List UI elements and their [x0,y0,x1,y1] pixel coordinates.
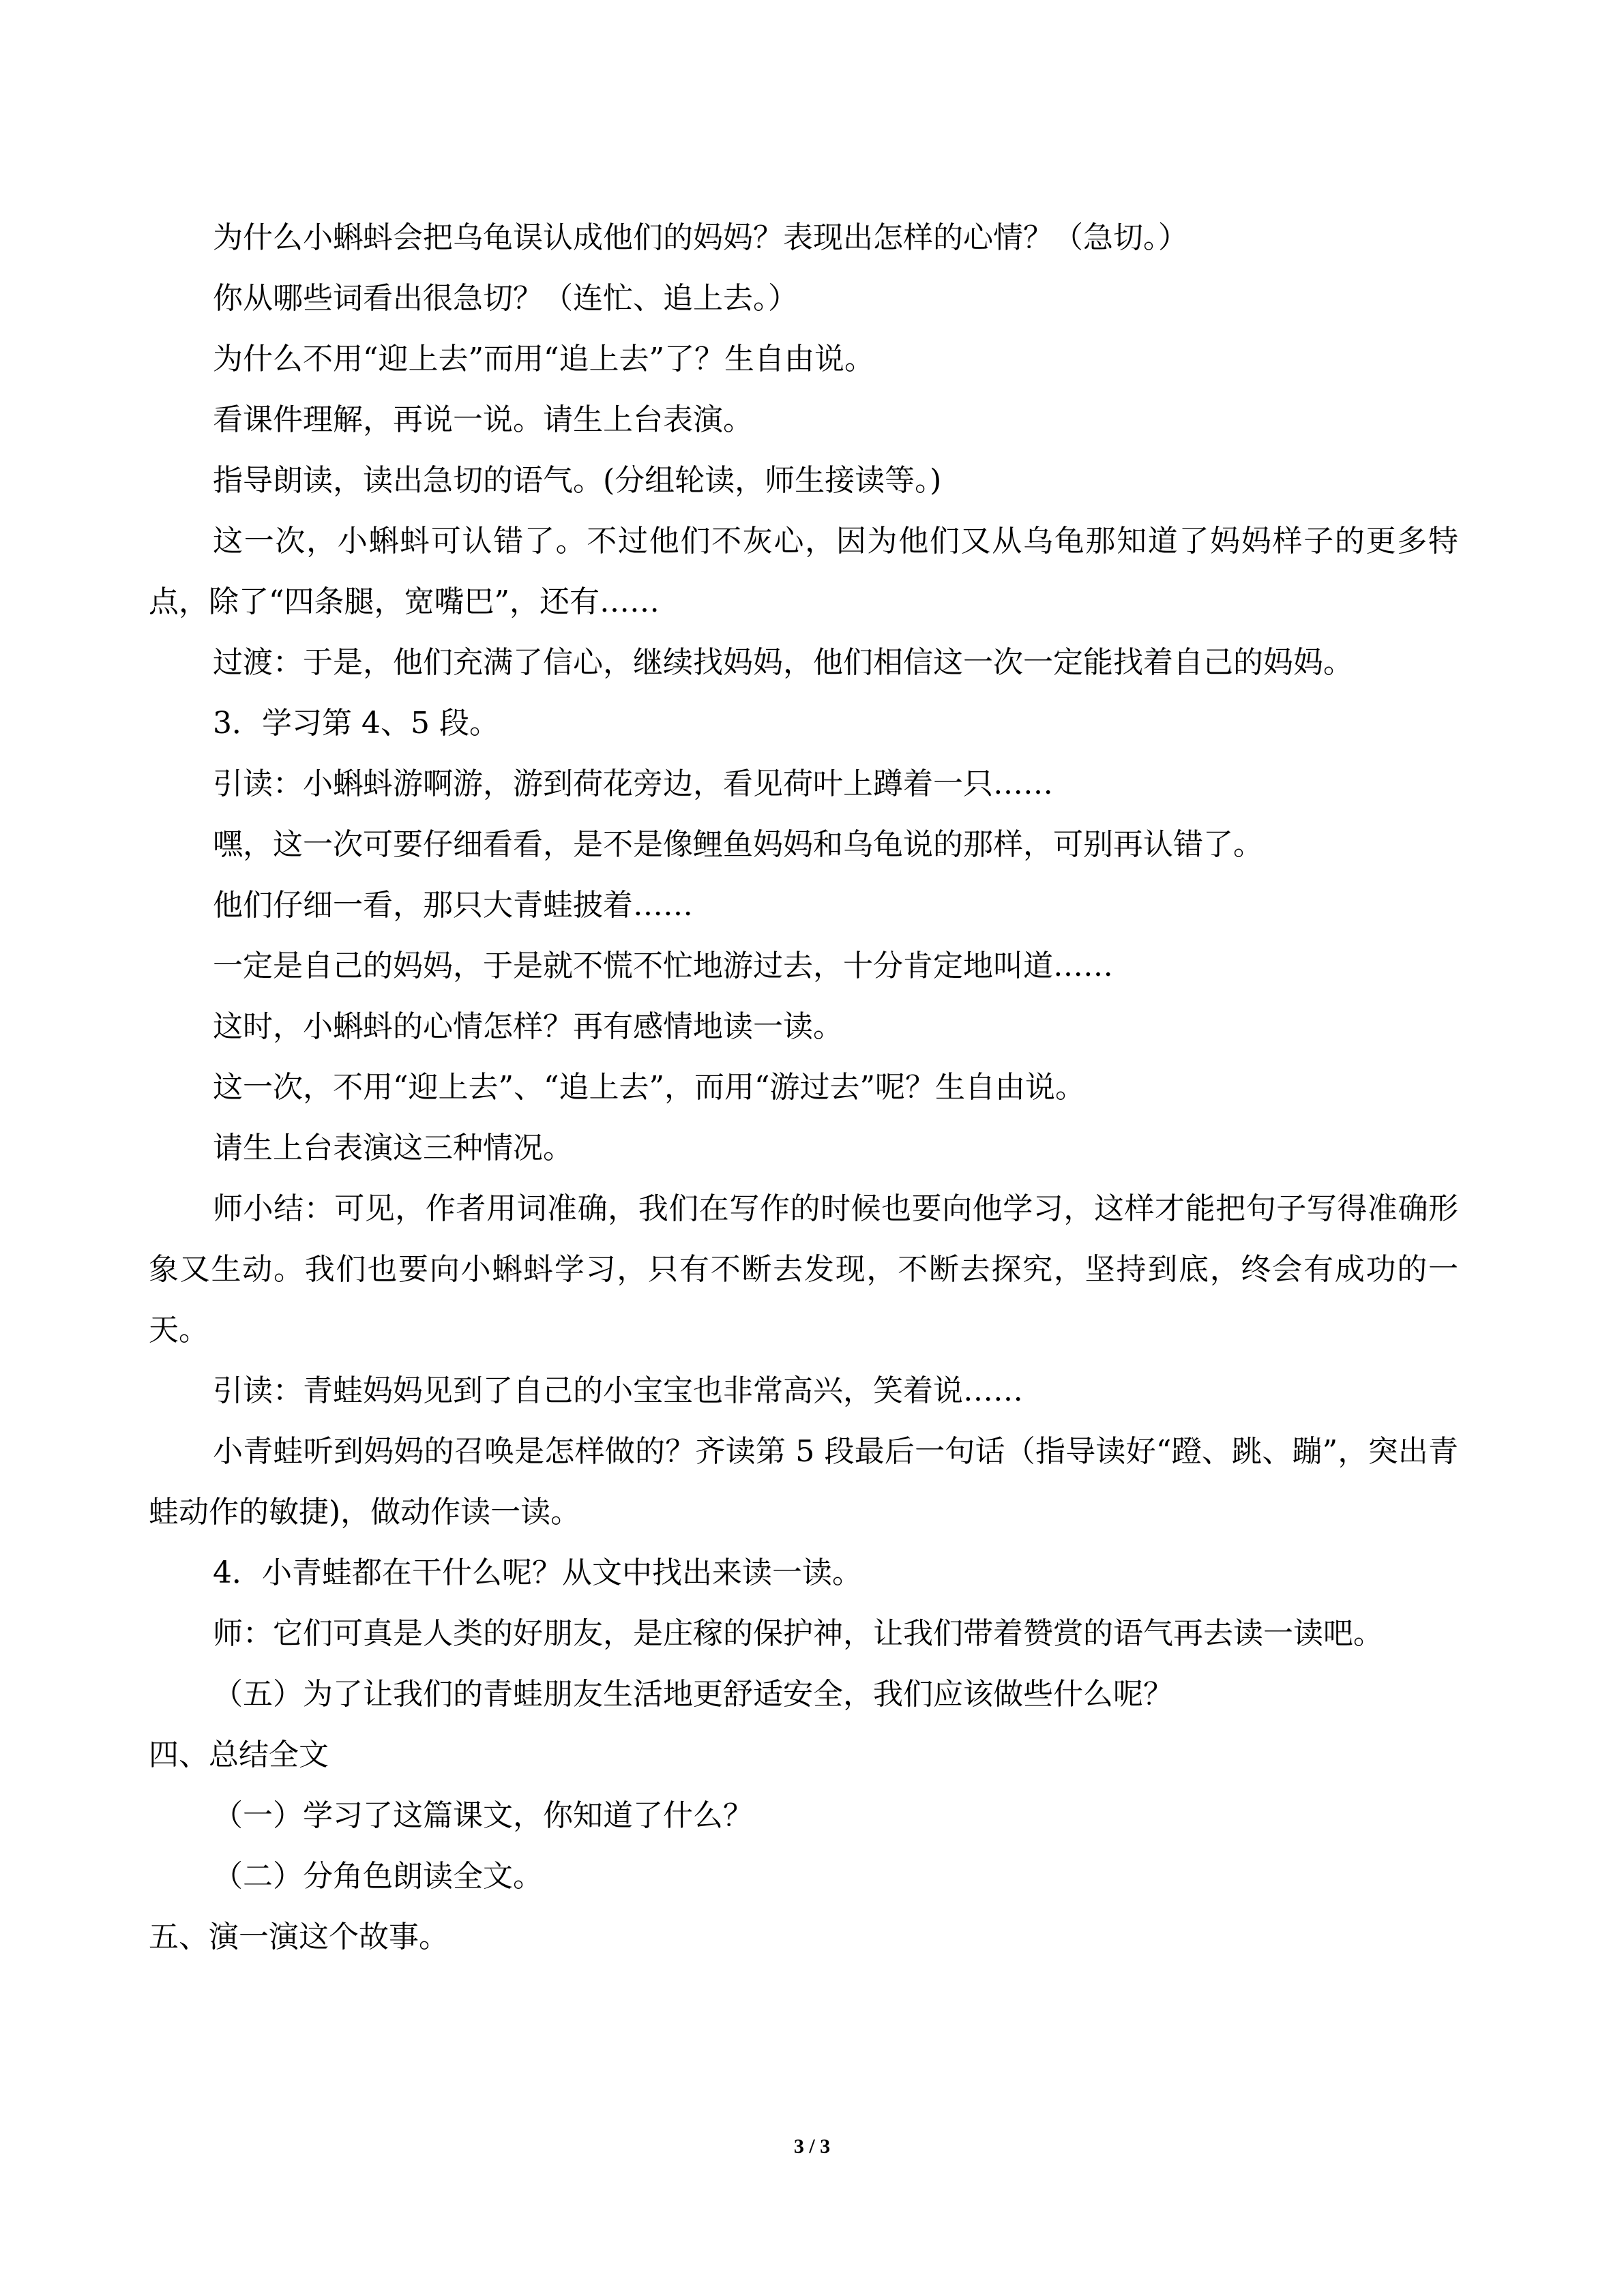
paragraph: 你从哪些词看出很急切？（连忙、追上去。） [213,281,798,316]
sub-item: （一）学习了这篇课文，你知道了什么？ [213,1798,753,1833]
paragraph: 嘿，这一次可要仔细看看，是不是像鲤鱼妈妈和乌龟说的那样，可别再认错了。 [213,827,1263,862]
section-heading: 五、演一演这个故事。 [149,1920,449,1954]
page-number: 3 / 3 [793,2135,831,2158]
paragraph: 请生上台表演这三种情况。 [213,1131,573,1165]
paragraph: 为什么不用“迎上去”而用“追上去”了？生自由说。 [213,342,874,376]
sub-item: （五）为了让我们的青蛙朋友生活地更舒适安全，我们应该做些什么呢？ [213,1677,1173,1712]
paragraph: 小青蛙听到妈妈的召唤是怎样做的？齐读第 5 段最后一句话（指导读好“蹬、跳、蹦”，突出青蛙动作的敏捷)，做动作读一读。 [149,1434,1458,1530]
paragraph: 一定是自己的妈妈，于是就不慌不忙地游过去，十分肯定地叫道…… [213,949,1113,983]
sub-item: （二）分角色朗读全文。 [213,1859,543,1894]
paragraph: 为什么小蝌蚪会把乌龟误认成他们的妈妈？表现出怎样的心情？（急切。） [213,220,1188,255]
paragraph: 引读：青蛙妈妈见到了自己的小宝宝也非常高兴，笑着说…… [213,1373,1023,1408]
section-heading: 四、总结全文 [149,1738,329,1772]
paragraph: 过渡：于是，他们充满了信心，继续找妈妈，他们相信这一次一定能找着自己的妈妈。 [213,645,1353,680]
paragraph: 这一次，不用“迎上去”、“追上去”，而用“游过去”呢？生自由说。 [213,1070,1085,1105]
numbered-item: 4．小青蛙都在干什么呢？从文中找出来读一读。 [213,1555,862,1590]
paragraph: 这一次，小蝌蚪可认错了。不过他们不灰心，因为他们又从乌龟那知道了妈妈样子的更多特点，除了“四条腿，宽嘴巴”，还有…… [149,524,1458,619]
paragraph: 师：它们可真是人类的好朋友，是庄稼的保护神，让我们带着赞赏的语气再去读一读吧。 [213,1616,1383,1651]
paragraph: 看课件理解，再说一说。请生上台表演。 [213,402,753,437]
numbered-item: 3．学习第 4、5 段。 [213,706,499,741]
paragraph: 师小结：可见，作者用词准确，我们在写作的时候也要向他学习，这样才能把句子写得准确形象又生动。我们也要向小蝌蚪学习，只有不断去发现，不断去探究，坚持到底，终会有成功的一天。 [149,1191,1458,1347]
document-body [149,207,1458,1967]
paragraph: 指导朗读，读出急切的语气。(分组轮读，师生接读等。) [213,463,942,498]
paragraph: 他们仔细一看，那只大青蛙披着…… [213,888,693,923]
paragraph: 引读：小蝌蚪游啊游，游到荷花旁边，看见荷叶上蹲着一只…… [213,766,1053,801]
paragraph: 这时，小蝌蚪的心情怎样？再有感情地读一读。 [213,1009,843,1044]
